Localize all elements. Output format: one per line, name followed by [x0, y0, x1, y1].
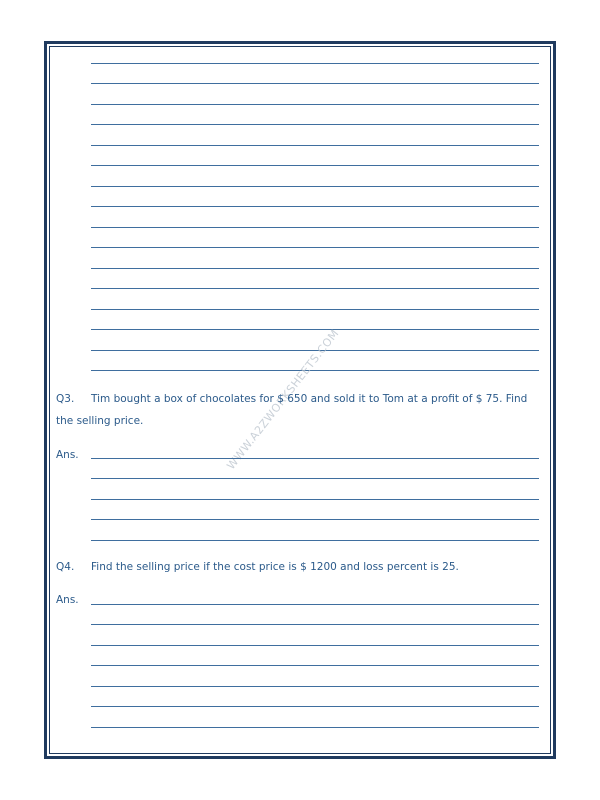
answer-line-q4 [91, 665, 539, 666]
writing-line [91, 145, 539, 146]
answer-label-q3: Ans. [56, 449, 79, 461]
writing-line [91, 370, 539, 371]
answer-line-q3 [91, 478, 539, 479]
question-number-q4: Q4. [56, 561, 75, 573]
answer-line-q4 [91, 706, 539, 707]
question-text-q3: Tim bought a box of chocolates for $ 650 and sold it to Tom at a profit of $ 75. Find [91, 393, 528, 405]
writing-line [91, 104, 539, 105]
writing-line [91, 247, 539, 248]
answer-line-q4 [91, 624, 539, 625]
answer-line-q3 [91, 540, 539, 541]
answer-line-q4 [91, 686, 539, 687]
answer-line-q3 [91, 519, 539, 520]
answer-line-q4 [91, 645, 539, 646]
writing-line [91, 63, 539, 64]
answer-line-q3 [91, 458, 539, 459]
question-number-q3: Q3. [56, 393, 75, 405]
writing-line [91, 268, 539, 269]
writing-line [91, 186, 539, 187]
question-text-q3-continued: the selling price. [56, 415, 144, 427]
writing-line [91, 83, 539, 84]
writing-line [91, 165, 539, 166]
writing-line [91, 124, 539, 125]
writing-line [91, 329, 539, 330]
answer-label-q4: Ans. [56, 594, 79, 606]
answer-line-q3 [91, 499, 539, 500]
writing-line [91, 309, 539, 310]
writing-line [91, 206, 539, 207]
question-text-q4: Find the selling price if the cost price is $ 1200 and loss percent is 25. [91, 561, 459, 573]
answer-line-q4 [91, 727, 539, 728]
answer-line-q4 [91, 604, 539, 605]
writing-line [91, 227, 539, 228]
writing-line [91, 288, 539, 289]
watermark: WWW.A2ZWORKSHEETS.COM [224, 326, 342, 473]
